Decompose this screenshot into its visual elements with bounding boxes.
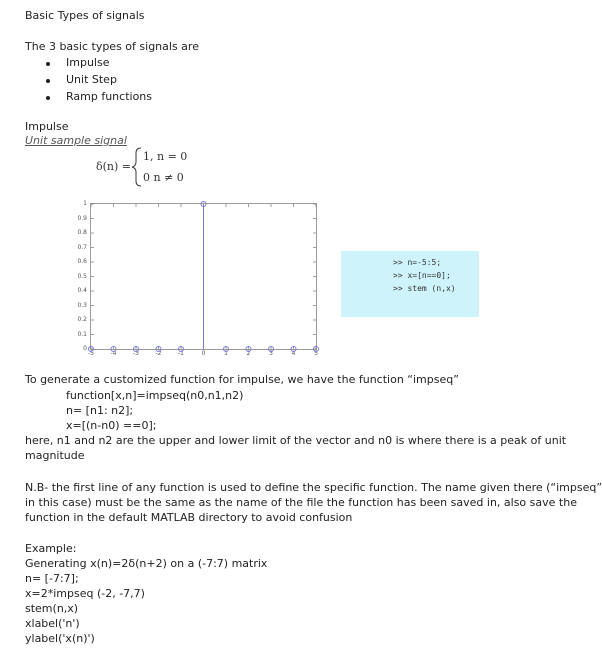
example-line: xlabel('n') <box>25 617 80 630</box>
list-item: Impulse <box>66 56 110 69</box>
example-line: stem(n,x) <box>25 602 79 615</box>
x-tick-label: 2 <box>246 350 251 357</box>
x-tick-label: 4 <box>291 350 296 357</box>
intro-text: The 3 basic types of signals are <box>25 40 199 53</box>
x-tick-label: -2 <box>155 350 162 357</box>
example-line: Generating x(n)=2δ(n+2) on a (-7:7) matrix <box>25 557 268 570</box>
x-tick-label: 5 <box>314 350 318 357</box>
y-tick-label: 0 <box>83 345 87 352</box>
x-tick-label: -4 <box>110 350 117 357</box>
formula-case-2: 0 n ≠ 0 <box>143 171 184 184</box>
x-tick-label: 0 <box>201 350 206 357</box>
y-tick-label: 0.8 <box>77 229 87 236</box>
impulse-heading: Impulse <box>25 120 69 133</box>
code-line: n= [n1: n2]; <box>66 404 134 417</box>
paragraph-limits-cont: magnitude <box>25 449 85 462</box>
document-heading: Basic Types of signals <box>25 9 145 22</box>
list-item: Ramp functions <box>66 90 153 103</box>
x-tick-label: -3 <box>133 350 139 357</box>
y-tick-label: 0.2 <box>77 316 87 323</box>
stem-point <box>201 202 206 350</box>
y-tick-label: 0.3 <box>77 301 87 309</box>
paragraph-limits: here, n1 and n2 are the upper and lower limit of the vector and n0 is where there is a peak of unit <box>25 434 567 447</box>
example-line: ylabel('x(n)') <box>25 632 95 645</box>
nb-note-line: N.B- the first line of any function is used to define the specific function. The name given there (“impseq” <box>25 481 602 494</box>
y-tick-label: 1 <box>83 200 87 207</box>
y-tick-label: 0.4 <box>77 287 87 294</box>
nb-note-line: in this case) must be the same as the name of the file the function has been saved in, also save the <box>25 496 577 509</box>
x-tick-label: 1 <box>224 350 228 357</box>
code-line: >> n=-5:5; <box>393 258 442 267</box>
y-tick-label: 0.9 <box>77 214 87 222</box>
formula-case-1: 1, n = 0 <box>143 150 188 163</box>
impulse-subtitle: Unit sample signal <box>25 134 127 147</box>
formula-lhs: δ(n) = <box>96 160 132 173</box>
code-line: x=[(n-n0) ==0]; <box>66 419 157 432</box>
y-tick-label: 0.7 <box>77 243 87 251</box>
matlab-code-box <box>341 251 479 317</box>
list-item: Unit Step <box>66 73 117 86</box>
y-tick-label: 0.5 <box>77 272 87 280</box>
example-line: n= [-7:7]; <box>25 572 79 585</box>
example-line: x=2*impseq (-2, -7,7) <box>25 587 145 600</box>
code-line: >> x=[n==0]; <box>393 271 451 280</box>
code-line: function[x,n]=impseq(n0,n1,n2) <box>66 389 244 402</box>
y-tick-label: 0.6 <box>77 258 87 265</box>
x-tick-label: -1 <box>178 350 184 357</box>
y-tick-label: 0.1 <box>77 330 87 338</box>
example-title: Example: <box>25 542 77 555</box>
x-tick-label: 3 <box>269 350 273 357</box>
code-line: >> stem (n,x) <box>393 284 456 293</box>
paragraph-impseq: To generate a customized function for impulse, we have the function “impseq” <box>25 373 459 386</box>
nb-note-line: function in the default MATLAB directory to avoid confusion <box>25 511 353 524</box>
x-tick-label: -5 <box>88 350 94 357</box>
